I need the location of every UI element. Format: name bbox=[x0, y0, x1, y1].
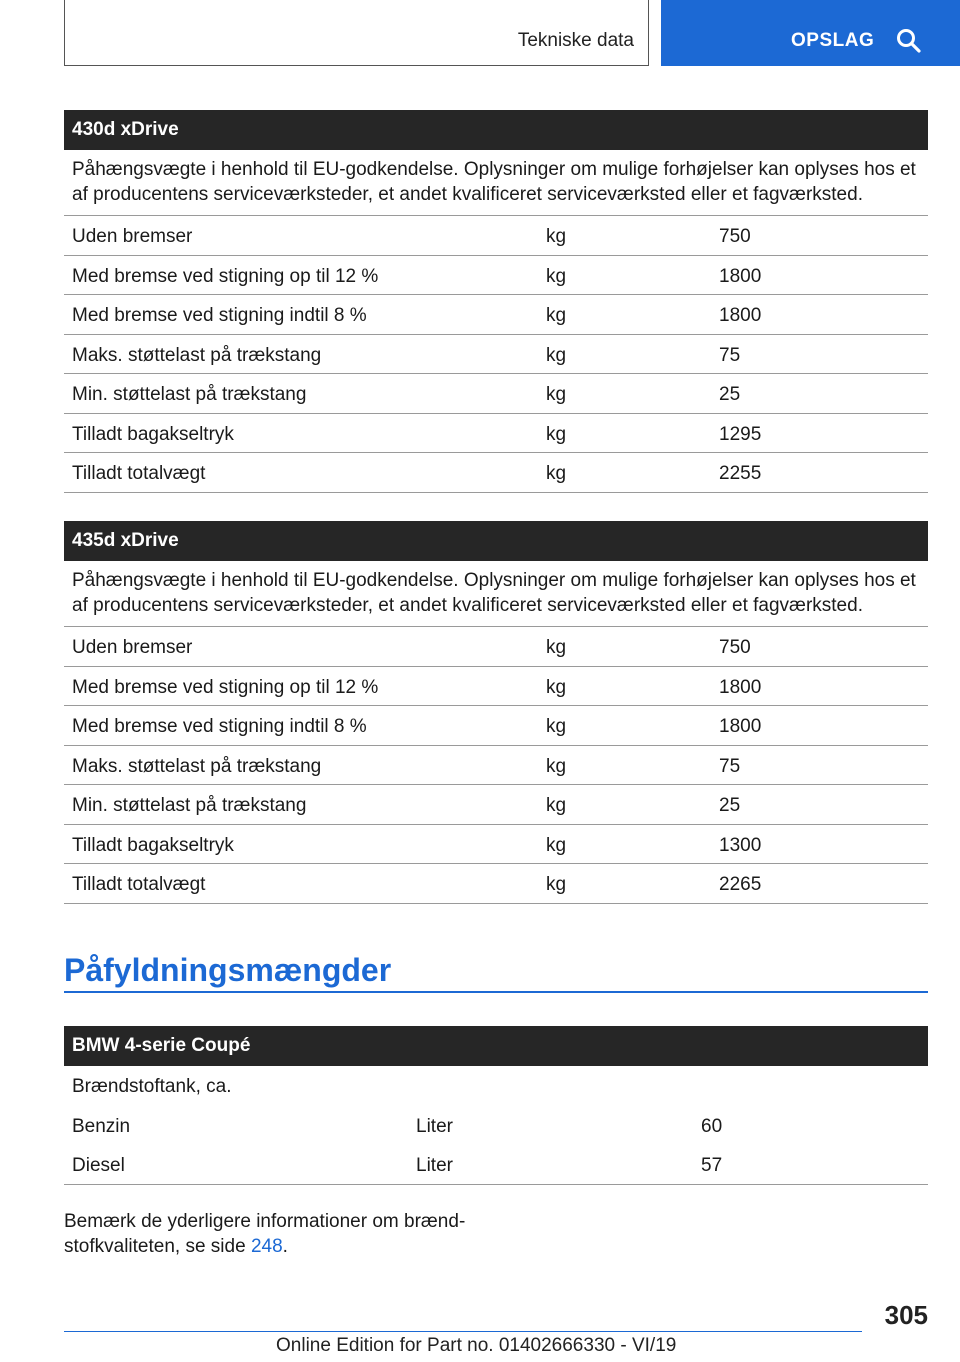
cell-value: 1295 bbox=[719, 423, 762, 445]
cell-value: 2265 bbox=[719, 874, 762, 895]
cell-label: Med bremse ved stigning op til 12 % bbox=[72, 265, 379, 287]
table-row bbox=[64, 667, 928, 707]
page-link[interactable]: 248 bbox=[250, 1236, 283, 1257]
section-heading: Påfyldningsmængder bbox=[64, 952, 392, 988]
table-row bbox=[64, 453, 928, 493]
cell-label: Min. støttelast på trækstang bbox=[72, 384, 307, 405]
cell-value: 60 bbox=[701, 1115, 723, 1137]
table-430d bbox=[64, 110, 928, 493]
header-section-title: Tekniske data bbox=[517, 30, 634, 51]
cell-label: Med bremse ved stigning indtil 8 % bbox=[72, 716, 367, 737]
table-row bbox=[64, 335, 928, 375]
cell-unit: kg bbox=[546, 423, 567, 445]
cell-value: 2255 bbox=[719, 463, 762, 484]
table-row bbox=[64, 374, 928, 414]
cell-label: Med bremse ved stigning indtil 8 % bbox=[72, 305, 367, 326]
cell-value: 1800 bbox=[719, 265, 762, 287]
lookup-button[interactable] bbox=[661, 0, 960, 66]
section-divider bbox=[64, 991, 928, 993]
table-row bbox=[64, 1145, 928, 1185]
table-row bbox=[64, 216, 928, 256]
table-row bbox=[64, 825, 928, 865]
table-row bbox=[64, 785, 928, 825]
cell-value: 75 bbox=[719, 755, 741, 777]
cell-unit: kg bbox=[546, 874, 567, 895]
cell-label: Tilladt bagakseltryk bbox=[72, 423, 234, 445]
search-icon bbox=[896, 28, 922, 54]
cell-unit: kg bbox=[546, 795, 567, 816]
footer-edition: Online Edition for Part no. 01402666330 - VI/19 bbox=[276, 1335, 677, 1356]
cell-unit: kg bbox=[546, 344, 567, 366]
table-row bbox=[64, 256, 928, 296]
table-row bbox=[64, 864, 928, 904]
cell-label: Diesel bbox=[72, 1155, 125, 1176]
cell-value: 25 bbox=[719, 795, 741, 816]
lookup-button-label: OPSLAG bbox=[791, 30, 875, 51]
cell-value: 1800 bbox=[719, 676, 762, 698]
cell-unit: kg bbox=[546, 384, 567, 405]
cell-unit: kg bbox=[546, 637, 567, 658]
table-subtitle-row bbox=[64, 1066, 928, 1106]
table-row bbox=[64, 295, 928, 335]
table-title: BMW 4-serie Coupé bbox=[64, 1026, 928, 1066]
cell-value: 750 bbox=[719, 637, 751, 658]
cell-unit: kg bbox=[546, 305, 567, 326]
table-fill-quantities bbox=[64, 1026, 928, 1185]
cell-unit: kg bbox=[546, 676, 567, 698]
cell-label: Tilladt totalvægt bbox=[72, 874, 206, 895]
table-description: Påhængsvægte i henhold til EU-godkendelse. Oplysninger om mulige forhøjelser kan oplyses hos et af producentens serviceværksteder, et andet kvalificeret serviceværksted eller et fagværksted. bbox=[64, 150, 928, 216]
cell-value: 57 bbox=[701, 1155, 723, 1176]
table-title: 435d xDrive bbox=[64, 521, 928, 561]
cell-label: Tilladt bagakseltryk bbox=[72, 834, 234, 856]
cell-unit: kg bbox=[546, 226, 567, 247]
cell-value: 750 bbox=[719, 226, 751, 247]
footer-divider bbox=[64, 1331, 862, 1332]
table-435d bbox=[64, 521, 928, 904]
cell-unit: kg bbox=[546, 463, 567, 484]
cell-label: Uden bremser bbox=[72, 637, 193, 658]
cell-value: 1800 bbox=[719, 305, 762, 326]
table-row bbox=[64, 706, 928, 746]
cell-label: Tilladt totalvægt bbox=[72, 463, 206, 484]
cell-value: 25 bbox=[719, 384, 741, 405]
table-row bbox=[64, 414, 928, 454]
cell-unit: kg bbox=[546, 265, 567, 287]
table-row bbox=[64, 1106, 928, 1146]
cell-label: Benzin bbox=[72, 1115, 131, 1137]
note-end: . bbox=[282, 1236, 288, 1257]
cell-unit: Liter bbox=[416, 1155, 453, 1176]
cell-label: Maks. støttelast på trækstang bbox=[72, 755, 322, 777]
page-number: 305 bbox=[884, 1300, 928, 1330]
table-title: 430d xDrive bbox=[64, 110, 928, 150]
header-section-box bbox=[64, 0, 649, 66]
table-subtitle: Brændstoftank, ca. bbox=[72, 1076, 232, 1097]
cell-label: Med bremse ved stigning op til 12 % bbox=[72, 676, 379, 698]
cell-value: 1800 bbox=[719, 716, 762, 737]
cell-unit: kg bbox=[546, 834, 567, 856]
cell-unit: Liter bbox=[416, 1115, 453, 1137]
cell-label: Uden bremser bbox=[72, 226, 193, 247]
cell-label: Maks. støttelast på trækstang bbox=[72, 344, 322, 366]
note-paragraph bbox=[64, 1209, 494, 1259]
cell-value: 75 bbox=[719, 344, 741, 366]
note-text: Bemærk de yderligere informationer om brændstofkvaliteten, se side bbox=[64, 1211, 466, 1257]
cell-unit: kg bbox=[546, 755, 567, 777]
table-row bbox=[64, 746, 928, 786]
table-row bbox=[64, 627, 928, 667]
cell-value: 1300 bbox=[719, 834, 762, 856]
cell-unit: kg bbox=[546, 716, 567, 737]
table-description: Påhængsvægte i henhold til EU-godkendelse. Oplysninger om mulige forhøjelser kan oplyses hos et af producentens serviceværksteder, et andet kvalificeret serviceværksted eller et fagværksted. bbox=[64, 561, 928, 627]
cell-label: Min. støttelast på trækstang bbox=[72, 795, 307, 816]
